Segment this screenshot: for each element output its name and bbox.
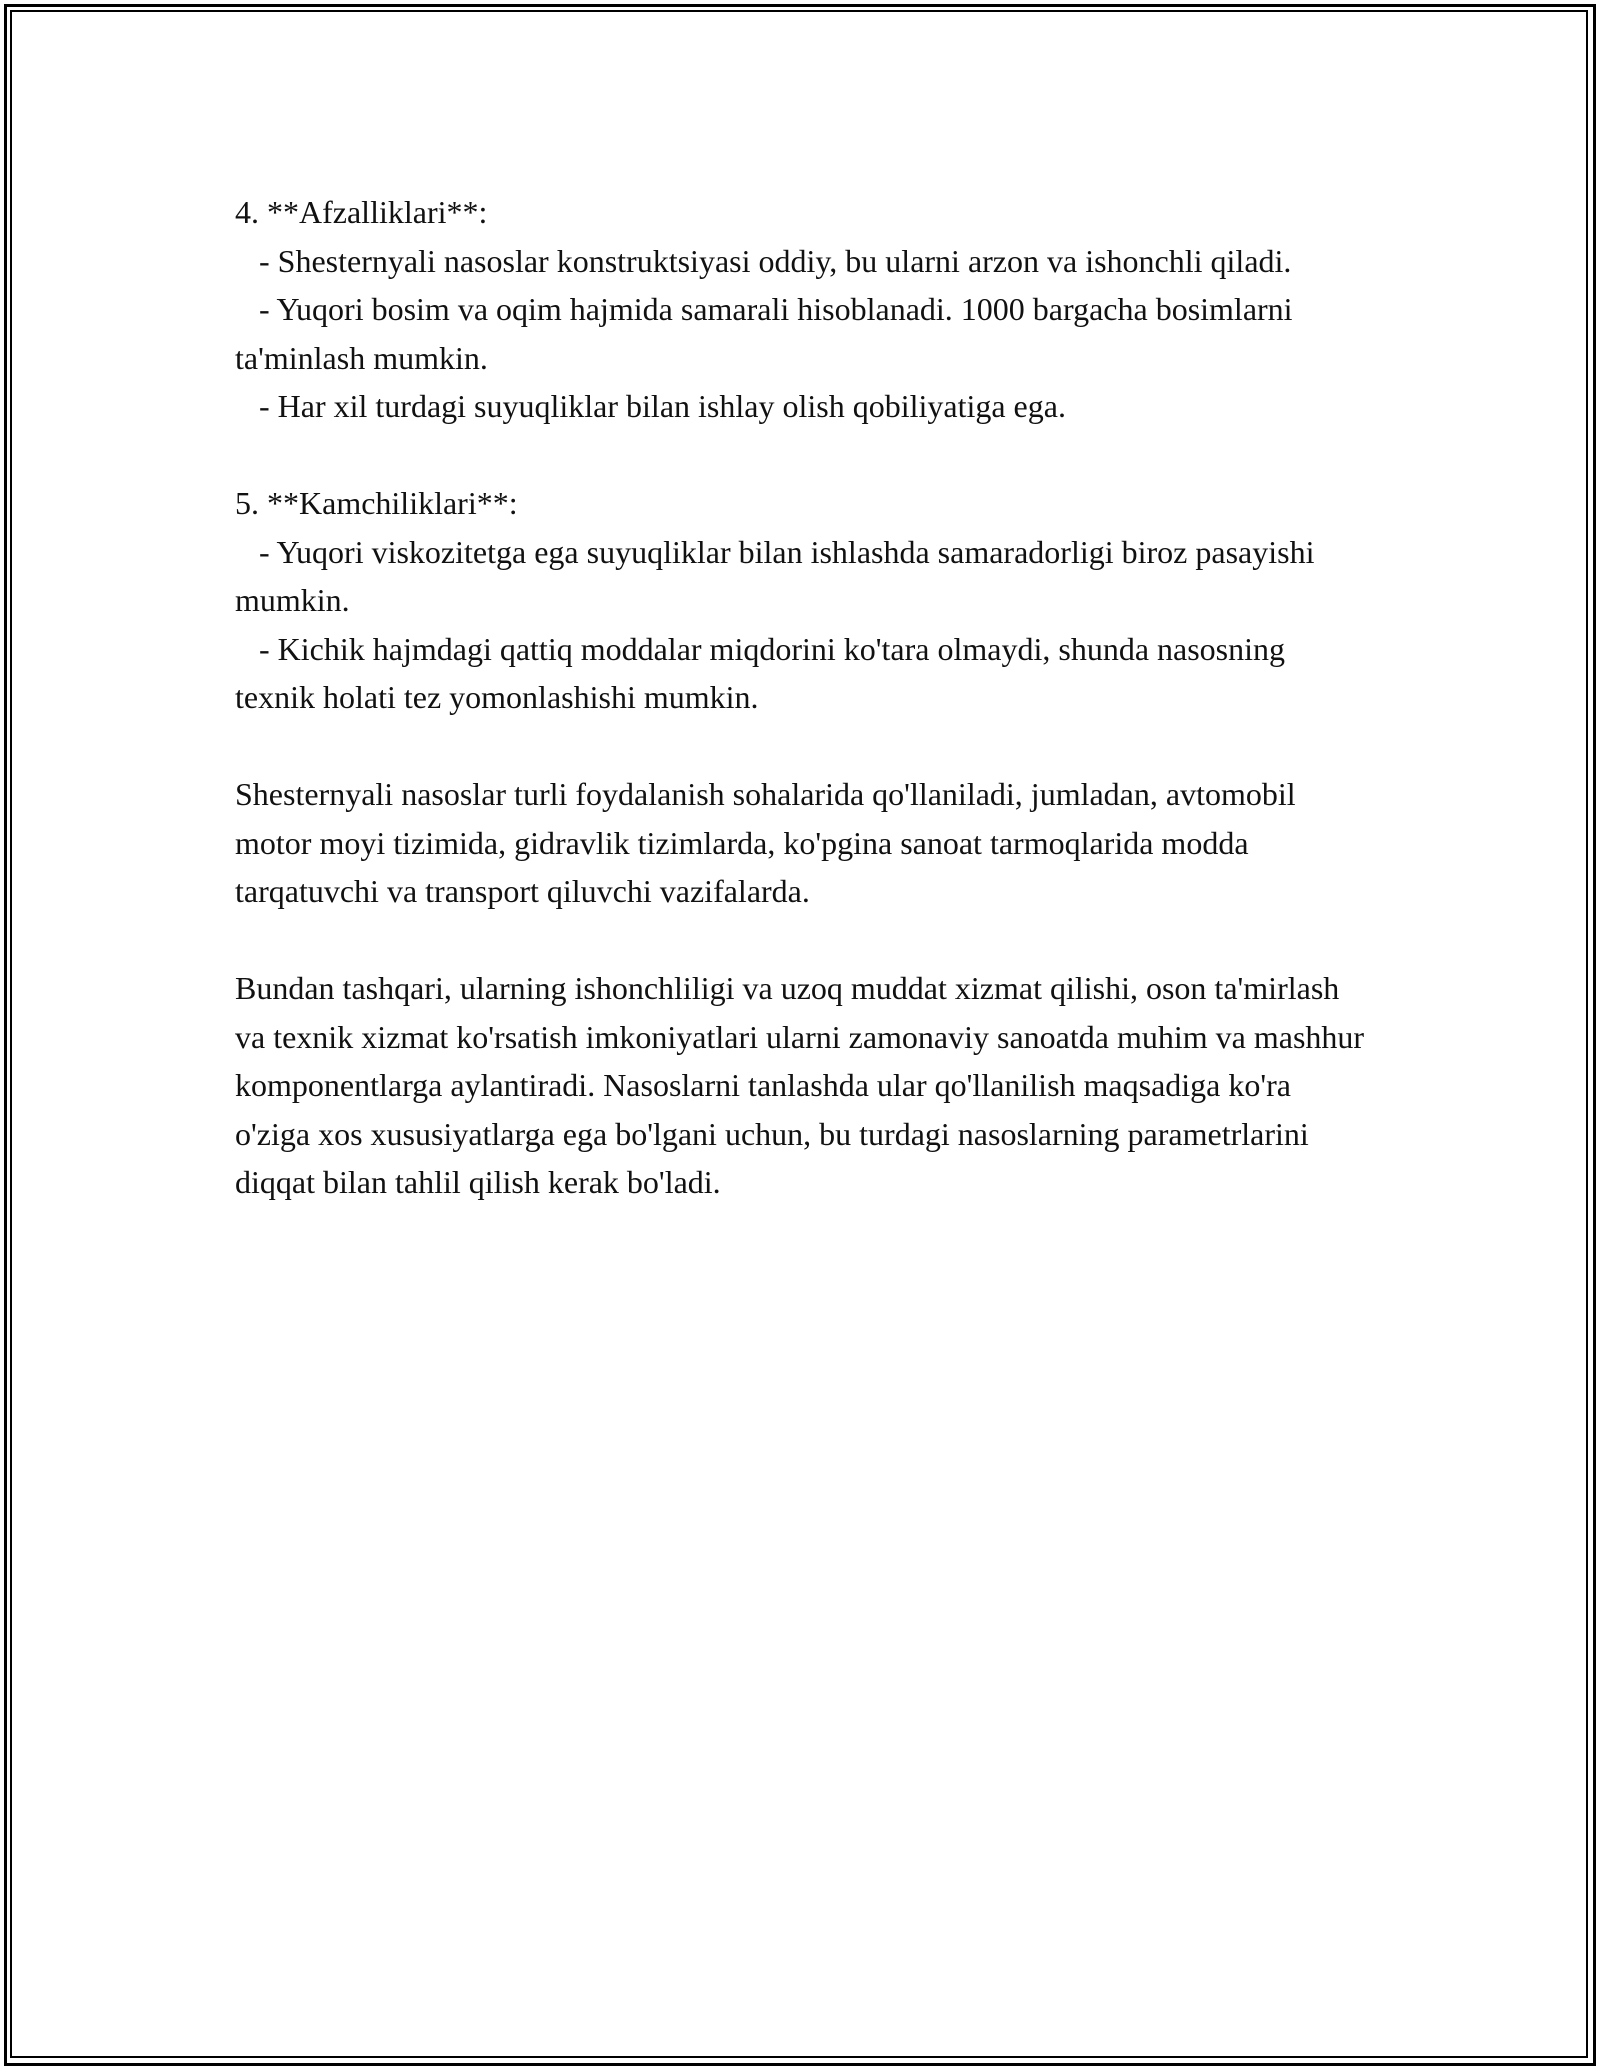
advantages-item xyxy=(235,285,1365,382)
advantages-heading: 4. **Afzalliklari**: xyxy=(235,194,488,230)
disadvantages-item-text: - Kichik hajmdagi qattiq moddalar miqdorini ko'tara olmaydi, shunda nasosning texnik holati tez yomonlashishi mumkin. xyxy=(235,630,1294,715)
disadvantages-section xyxy=(235,479,1365,722)
section-spacer xyxy=(235,722,1365,771)
advantages-item-text: - Shesternyali nasoslar konstruktsiyasi oddiy, bu ularni arzon va ishonchli qiladi. xyxy=(235,242,1292,279)
disadvantages-item xyxy=(235,625,1365,722)
disadvantages-item xyxy=(235,528,1365,625)
advantages-item xyxy=(235,237,1365,286)
advantages-item-text: - Har xil turdagi suyuqliklar bilan ishlay olish qobiliyatiga ega. xyxy=(235,388,1066,424)
disadvantages-heading: 5. **Kamchiliklari**: xyxy=(235,485,518,521)
document-body xyxy=(235,188,1365,1207)
advantages-item xyxy=(235,382,1365,431)
advantages-section xyxy=(235,188,1365,431)
advantages-item-text: - Yuqori bosim va oqim hajmida samarali hisoblanadi. 1000 bargacha bosimlarni ta'minlash mumkin. xyxy=(235,291,1301,376)
section-spacer xyxy=(235,916,1365,965)
body-paragraph-applications: Shesternyali nasoslar turli foydalanish sohalarida qo'llaniladi, jumladan, avtomobil motor moyi tizimida, gidravlik tizimlarda, ko'pgina sanoat tarmoqlarida modda tarqatuvchi va transport qiluvchi vazifalarda. xyxy=(235,776,1296,909)
body-paragraph-conclusion: Bundan tashqari, ularning ishonchliligi va uzoq muddat xizmat qilishi, oson ta'mirlash va texnik xizmat ko'rsatish imkoniyatlari ularni zamonaviy sanoatda muhim va mashhur komponentlarga aylantiradi. Nasoslarni tanlashda ular qo'llanilish maqsadiga ko'ra o'ziga xos xususiyatlarga ega bo'lgani uchun, bu turdagi nasoslarning parametrlarini diqqat bilan tahlil qilish kerak bo'ladi. xyxy=(235,970,1365,1200)
section-spacer xyxy=(235,431,1365,480)
disadvantages-item-text: - Yuqori viskozitetga ega suyuqliklar bilan ishlashda samaradorligi biroz pasayishi mumkin. xyxy=(235,533,1323,618)
